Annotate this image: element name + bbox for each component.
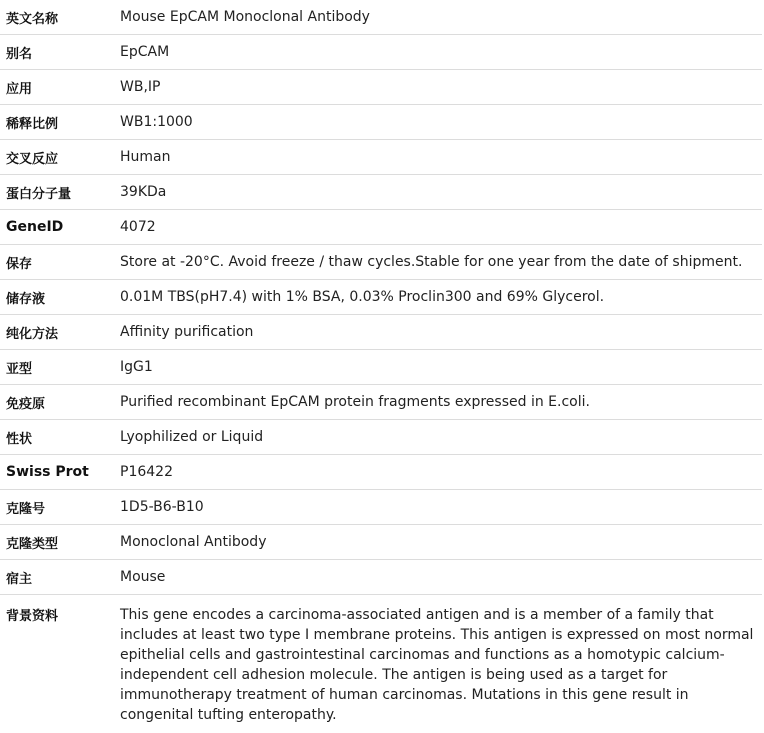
spec-value: Store at -20°C. Avoid freeze / thaw cycles.Stable for one year from the date of shipment. xyxy=(120,245,762,280)
spec-row-immunogen xyxy=(0,385,762,420)
spec-value: Lyophilized or Liquid xyxy=(120,420,762,455)
spec-value: Purified recombinant EpCAM protein fragments expressed in E.coli. xyxy=(120,385,762,420)
spec-row-english-name xyxy=(0,0,762,35)
spec-value: Mouse EpCAM Monoclonal Antibody xyxy=(120,0,762,35)
spec-label: 性状 xyxy=(0,420,120,455)
spec-label: 交叉反应 xyxy=(0,140,120,175)
spec-row-form xyxy=(0,420,762,455)
spec-value: Affinity purification xyxy=(120,315,762,350)
spec-value: 1D5-B6-B10 xyxy=(120,490,762,525)
spec-label: 宿主 xyxy=(0,560,120,595)
spec-row-molecular-weight xyxy=(0,175,762,210)
spec-value: 0.01M TBS(pH7.4) with 1% BSA, 0.03% Proclin300 and 69% Glycerol. xyxy=(120,280,762,315)
spec-label: 英文名称 xyxy=(0,0,120,35)
spec-row-clone-number xyxy=(0,490,762,525)
spec-label: 免疫原 xyxy=(0,385,120,420)
spec-value: 39KDa xyxy=(120,175,762,210)
spec-value: WB1:1000 xyxy=(120,105,762,140)
spec-row-swiss-prot xyxy=(0,455,762,490)
spec-label: 克隆号 xyxy=(0,490,120,525)
spec-value: Human xyxy=(120,140,762,175)
spec-row-application xyxy=(0,70,762,105)
spec-value: EpCAM xyxy=(120,35,762,70)
spec-row-storage-buffer xyxy=(0,280,762,315)
spec-label: 蛋白分子量 xyxy=(0,175,120,210)
spec-label: Swiss Prot xyxy=(0,455,120,490)
spec-row-alias xyxy=(0,35,762,70)
spec-value: IgG1 xyxy=(120,350,762,385)
spec-label: 稀释比例 xyxy=(0,105,120,140)
spec-row-reactivity xyxy=(0,140,762,175)
spec-label: 应用 xyxy=(0,70,120,105)
spec-row-dilution xyxy=(0,105,762,140)
spec-value: Mouse xyxy=(120,560,762,595)
spec-label: 纯化方法 xyxy=(0,315,120,350)
spec-label: 保存 xyxy=(0,245,120,280)
spec-value: 4072 xyxy=(120,210,762,245)
spec-label: 储存液 xyxy=(0,280,120,315)
spec-row-isotype xyxy=(0,350,762,385)
spec-label: GeneID xyxy=(0,210,120,245)
spec-label: 亚型 xyxy=(0,350,120,385)
spec-value: P16422 xyxy=(120,455,762,490)
spec-row-gene-id xyxy=(0,210,762,245)
spec-value: This gene encodes a carcinoma-associated antigen and is a member of a family that includes at least two type I membrane proteins. This antigen is expressed on most normal epithelial cells and gastrointestinal carcinomas and functions as a homotypic calcium-independent cell adhesion molecule. The antigen is being used as a target for immunotherapy treatment of human carcinomas. Mutations in this gene result in congenital tufting enteropathy. xyxy=(120,595,762,733)
spec-label: 克隆类型 xyxy=(0,525,120,560)
spec-row-background xyxy=(0,595,762,733)
spec-value: WB,IP xyxy=(120,70,762,105)
spec-label: 别名 xyxy=(0,35,120,70)
spec-label: 背景资料 xyxy=(0,595,120,733)
spec-row-clonality xyxy=(0,525,762,560)
spec-row-host xyxy=(0,560,762,595)
spec-value: Monoclonal Antibody xyxy=(120,525,762,560)
spec-row-storage xyxy=(0,245,762,280)
spec-row-purification xyxy=(0,315,762,350)
